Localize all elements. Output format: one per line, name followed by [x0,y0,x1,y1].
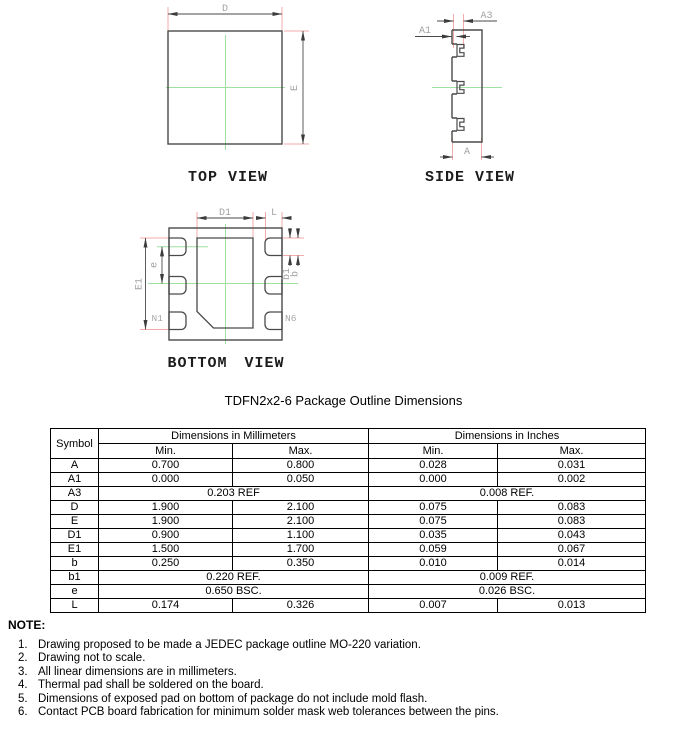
dimension-label-l: L [270,208,278,219]
table-row [51,543,646,557]
table-row [51,557,646,571]
mm-min-cell: 0.174 [99,599,233,613]
dimension-label-d: D [221,4,229,15]
note-text: Drawing proposed to be made a JEDEC package outline MO-220 variation. [38,639,421,651]
dimension-label-d1: D1 [218,208,232,219]
inch-min-cell: 0.010 [369,557,498,571]
inch-max-cell: 0.013 [498,599,646,613]
mm-span-cell: 0.220 REF. [99,571,369,585]
inch-max-cell: 0.043 [498,529,646,543]
table-row [51,487,646,501]
table-header-row [51,429,646,444]
note-item [8,639,668,652]
table-row [51,473,646,487]
note-number: 3. [18,665,28,678]
mm-span-cell: 0.650 BSC. [99,585,369,599]
side-view-drawing [410,0,530,190]
mm-max-cell: 0.326 [233,599,369,613]
table-row [51,585,646,599]
symbol-cell: A3 [51,487,99,501]
dimensions-table [50,428,646,613]
dimension-label-a: A [463,147,471,158]
note-number: 4. [18,679,28,692]
inch-min-header: Min. [369,444,498,459]
inch-span-cell: 0.026 BSC. [369,585,646,599]
inch-max-cell: 0.067 [498,543,646,557]
mm-min-header: Min. [99,444,233,459]
note-item [8,679,668,692]
inch-min-cell: 0.075 [369,501,498,515]
dimension-label-pitch-e: e [149,261,161,269]
side-view-title: SIDE VIEW [424,169,516,186]
note-text: Drawing not to scale. [38,652,146,665]
top-view-title: TOP VIEW [187,169,269,186]
mm-max-cell: 1.100 [233,529,369,543]
notes-section [8,618,668,719]
inch-max-cell: 0.083 [498,515,646,529]
note-item [8,666,668,679]
mm-min-cell: 0.700 [99,459,233,473]
dimension-label-e1: E1 [134,277,146,291]
note-text: All linear dimensions are in millimeters. [38,665,237,678]
table-title: TDFN2x2-6 Package Outline Dimensions [224,393,463,408]
note-text: Thermal pad shall be soldered on the board. [38,679,264,692]
dimension-label-b1: b1 [282,267,293,281]
pin-label-n1: N1 [151,313,163,324]
top-view-centerlines [166,35,285,150]
mm-group-header: Dimensions in Millimeters [99,429,369,444]
dimension-label-a3: A3 [480,11,493,22]
top-view-drawing [130,0,320,190]
notes-heading: NOTE: [8,618,46,632]
table-subheader-row [51,444,646,459]
symbol-cell: D [51,501,99,515]
table-row [51,529,646,543]
inch-max-cell: 0.031 [498,459,646,473]
symbol-cell: E [51,515,99,529]
note-number: 2. [18,652,28,665]
table-row [51,599,646,613]
inch-min-cell: 0.000 [369,473,498,487]
symbol-cell: L [51,599,99,613]
dimension-label-a1: A1 [418,26,432,37]
inch-min-cell: 0.059 [369,543,498,557]
table-row [51,571,646,585]
inch-max-cell: 0.002 [498,473,646,487]
mm-max-cell: 2.100 [233,501,369,515]
inch-span-cell: 0.009 REF. [369,571,646,585]
bottom-view-drawing [130,195,320,380]
symbol-cell: b [51,557,99,571]
note-item [8,693,668,706]
mm-max-cell: 0.050 [233,473,369,487]
mm-min-cell: 1.500 [99,543,233,557]
note-text: Dimensions of exposed pad on bottom of package do not include mold flash. [38,692,428,705]
mm-span-cell: 0.203 REF [99,487,369,501]
note-number: 6. [18,706,28,719]
bottom-view-title: BOTTOM VIEW [167,355,285,372]
symbol-cell: D1 [51,529,99,543]
symbol-cell: b1 [51,571,99,585]
symbol-header: Symbol [51,429,99,459]
symbol-cell: e [51,585,99,599]
note-item [8,652,668,665]
symbol-cell: E1 [51,543,99,557]
inch-max-header: Max. [498,444,646,459]
inch-min-cell: 0.035 [369,529,498,543]
inch-max-cell: 0.083 [498,501,646,515]
note-item [8,706,668,719]
mm-min-cell: 0.900 [99,529,233,543]
table-row [51,501,646,515]
mm-min-cell: 0.250 [99,557,233,571]
note-number: 5. [18,692,28,705]
mm-min-cell: 0.000 [99,473,233,487]
dimension-label-e: E [290,84,301,92]
inch-group-header: Dimensions in Inches [369,429,646,444]
table-row [51,459,646,473]
mm-max-header: Max. [233,444,369,459]
pin-label-n6: N6 [285,313,297,324]
note-number: 1. [18,639,28,651]
bottom-view-centerlines [148,224,298,344]
mm-max-cell: 2.100 [233,515,369,529]
inch-max-cell: 0.014 [498,557,646,571]
inch-min-cell: 0.007 [369,599,498,613]
inch-span-cell: 0.008 REF. [369,487,646,501]
symbol-cell: A1 [51,473,99,487]
table-row [51,515,646,529]
dimension-label-b: b [290,270,302,278]
note-text: Contact PCB board fabrication for minimum solder mask web tolerances between the pins. [38,706,499,719]
inch-min-cell: 0.028 [369,459,498,473]
mm-max-cell: 1.700 [233,543,369,557]
mm-max-cell: 0.800 [233,459,369,473]
mm-min-cell: 1.900 [99,515,233,529]
top-view-extension-lines [168,7,309,144]
inch-min-cell: 0.075 [369,515,498,529]
mm-max-cell: 0.350 [233,557,369,571]
symbol-cell: A [51,459,99,473]
mm-min-cell: 1.900 [99,501,233,515]
